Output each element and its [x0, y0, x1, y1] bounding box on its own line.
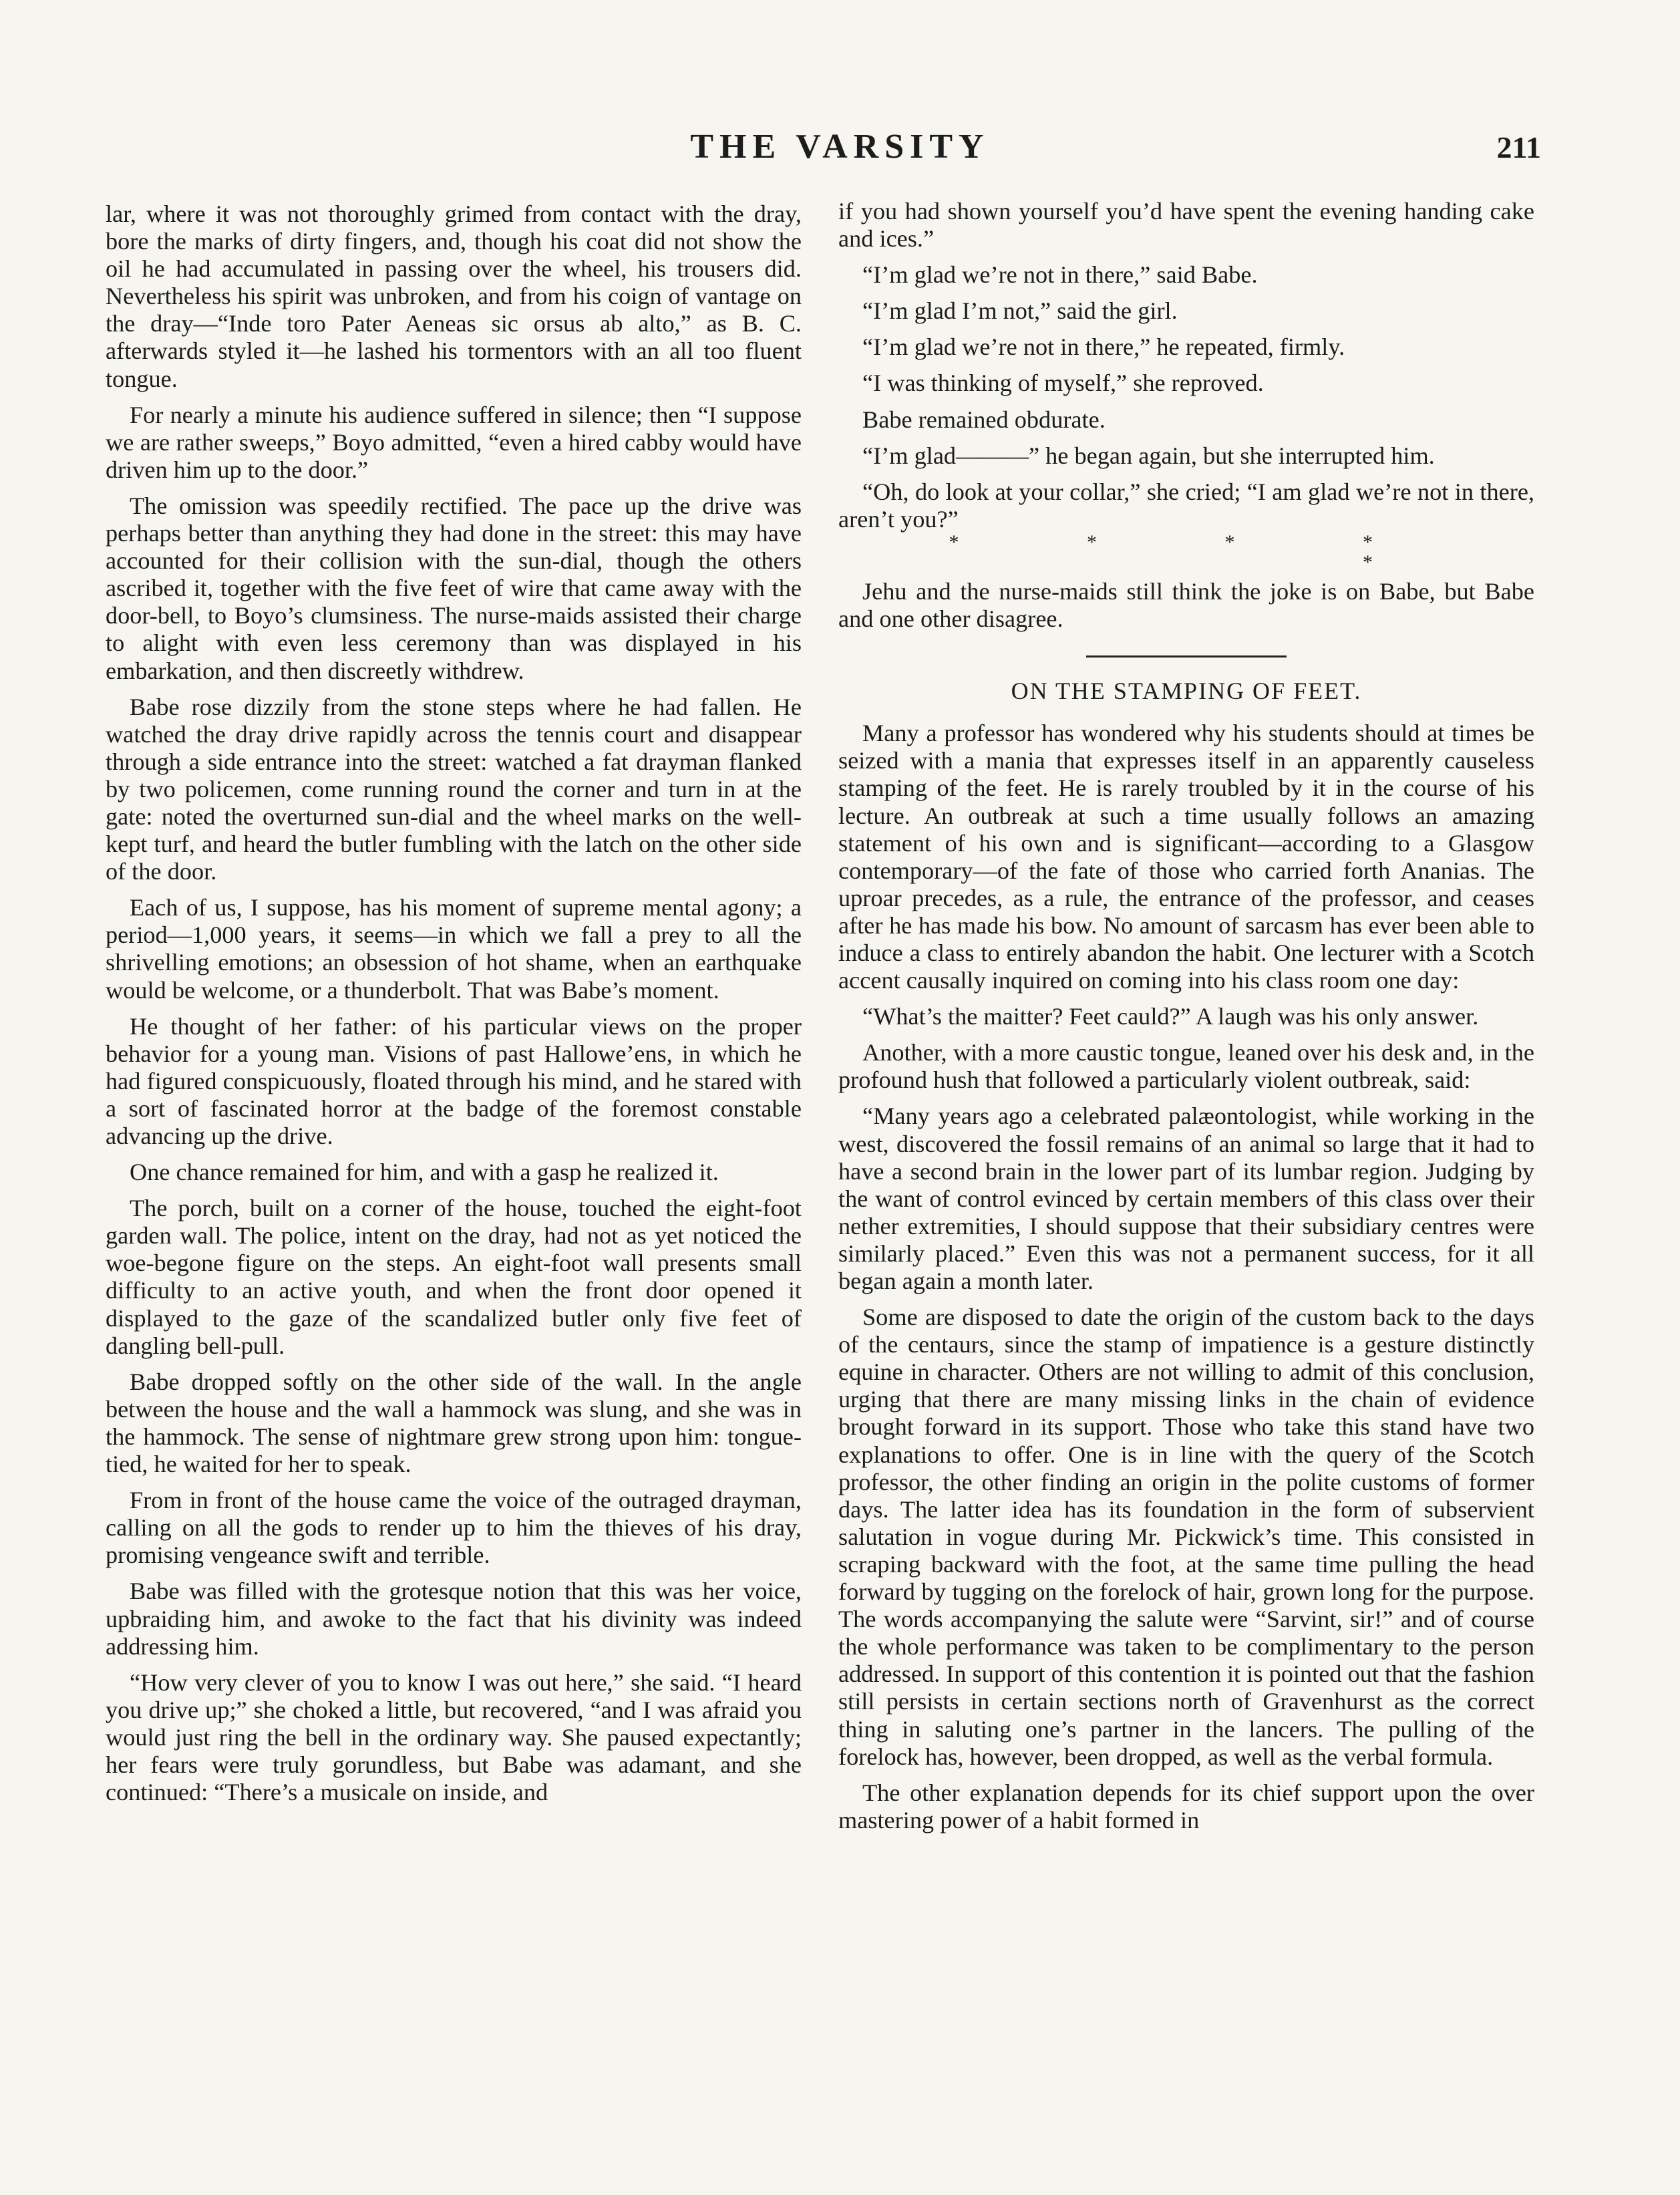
masthead: THE VARSITY — [690, 128, 990, 166]
paragraph: lar, where it was not thoroughly grimed from contact with the dray, bore the marks of dirty fingers, and, though his coat did not show the oil he had accumulated in passing over the wheel, his trousers did. Nevertheless his spirit was unbroken, and from his coign of vantage on the dray—“Inde toro Pater Aeneas sic orsus ab alto,” as B. C. afterwards styled it—he lashed his tormentors with an all too fluent tongue. — [106, 200, 802, 392]
paragraph: Another, with a more caustic tongue, leaned over his desk and, in the profound hush that followed a particularly violent outbreak, said: — [838, 1039, 1534, 1094]
paragraph: Some are disposed to date the origin of the custom back to the days of the centaurs, since the stamp of impatience is a gesture distinctly equine in character. Others are not willing to admit of this conclusion, urging that there are many missing links in the chain of evidence brought forward in its support. Those who take this stand have two explanations to offer. One is in line with the query of the Scotch professor, the other finding an origin in the polite customs of former days. The latter idea has its foundation in the form of subservient salutation in vogue during Mr. Pickwick’s time. This consisted in scraping backward with the foot, at the same time pulling the head forward by tugging on the forelock of hair, grown long for the purpose. The words accompanying the salute were “Sarvint, sir!” and of course the whole performance was taken to be complimentary to the person addressed. In support of this contention it is pointed out that the fashion still persists in certain sections north of Gravenhurst as the correct thing in saluting one’s partner in the lancers. The pulling of the forelock has, however, been dropped, as well as the verbal formula. — [838, 1304, 1534, 1770]
section-divider — [1086, 655, 1287, 657]
paragraph: He thought of her father: of his particular views on the proper behavior for a young man. Visions of past Hallowe’ens, in which he had figured conspicuously, floated through his mind, and he stared with a sort of fascinated horror at the badge of the foremost constable advancing up the drive. — [106, 1012, 802, 1149]
paragraph: “What’s the maitter? Feet cauld?” A laugh was his only answer. — [862, 1003, 1479, 1030]
section-break-stars: * * * * * — [949, 531, 1434, 573]
left-column-paragraphs — [106, 200, 802, 1806]
paragraph: Babe rose dizzily from the stone steps where he had fallen. He watched the dray drive rapidly across the tennis court and disappear through a side entrance into the street: watched a fat drayman flanked by two policemen, come running round the corner and turn in at the gate: noted the overturned sun-dial and the wheel marks on the well-kept turf, and heard the butler fumbling with the latch on the other side of the door. — [106, 693, 802, 885]
section-title: ON THE STAMPING OF FEET. — [1011, 678, 1362, 705]
paragraph: “How very clever of you to know I was out here,” she said. “I heard you drive up;” she choked a little, but recovered, “and I was afraid you would just ring the bell in the ordinary way. She paused expectantly; her fears were truly gorundless, but Babe was adamant, and she continued: “There’s a musicale on inside, and — [106, 1668, 802, 1806]
paragraph: Each of us, I suppose, has his moment of supreme mental agony; a period—1,000 years, it seems—in which we fall a prey to all the shrivelling emotions; an obsession of hot shame, when an earthquake would be welcome, or a thunderbolt. That was Babe’s moment. — [106, 894, 802, 1004]
page-number: 211 — [1496, 130, 1541, 164]
paragraph: Babe dropped softly on the other side of the wall. In the angle between the house and the wall a hammock was slung, and she was in the hammock. The sense of nightmare grew strong upon him: tongue-tied, he waited for her to speak. — [106, 1368, 802, 1478]
paragraph: The porch, built on a corner of the house, touched the eight-foot garden wall. The police, intent on the dray, had not as yet noticed the woe-begone figure on the steps. An eight-foot wall presents small difficulty to an active youth, and when the front door opened it displayed to the gaze of the scandalized butler only five feet of dangling bell-pull. — [106, 1195, 802, 1359]
paragraph: From in front of the house came the voice of the outraged drayman, calling on all the gods to render up to him the thieves of his dray, promising vengeance swift and terrible. — [106, 1487, 802, 1569]
paragraph: Jehu and the nurse-maids still think the joke is on Babe, but Babe and one other disagree. — [838, 577, 1534, 633]
running-head — [0, 127, 1680, 174]
left-column — [106, 200, 802, 1815]
paragraph: One chance remained for him, and with a gasp he realized it. — [130, 1159, 719, 1186]
paragraph: if you had shown yourself you’d have spent the evening handing cake and ices.” — [838, 198, 1534, 253]
paragraph: The omission was speedily rectified. The pace up the drive was perhaps better than anything they had done in the street: this may have accounted for their collision with the sun-dial, though the others ascribed it, together with the five feet of wire that came away with the door-bell, to Boyo’s clumsiness. The nurse-maids assisted their charge to alight with even less ceremony than was displayed in his embarkation, and then discreetly withdrew. — [106, 492, 802, 684]
story-epilogue-paragraphs — [838, 578, 1534, 633]
paragraph: “Many years ago a celebrated palæontologist, while working in the west, discovered the fossil remains of an animal so large that it had to have a second brain in the lower part of its lumbar region. Judging by the want of control evinced by certain members of this class over their nether extremities, I should suppose that their subsidiary centres were similarly placed.” Even this was not a permanent success, for it all began again a month later. — [838, 1103, 1534, 1294]
paragraph: The other explanation depends for its chief support upon the over mastering power of a habit formed in — [838, 1779, 1534, 1834]
paragraph: “I’m glad I’m not,” said the girl. — [862, 297, 1178, 325]
paragraph: Babe was filled with the grotesque notion that this was her voice, upbraiding him, and awoke to the fact that his divinity was indeed addressing him. — [106, 1578, 802, 1660]
essay-paragraphs — [838, 720, 1534, 1834]
paragraph: “I’m glad———” he began again, but she interrupted him. — [862, 442, 1435, 469]
paragraph: For nearly a minute his audience suffered in silence; then “I suppose we are rather sweeps,” Boyo admitted, “even a hired cabby would have driven him up to the door.” — [106, 401, 802, 483]
paragraph: Many a professor has wondered why his students should at times be seized with a mania that expresses itself in an apparently causeless stamping of the feet. He is rarely troubled by it in the course of his lecture. An outbreak at such a time usually follows an amazing statement of his own and is significant—according to a Glasgow contemporary—of the fate of those who carried forth Ananias. The uproar precedes, as a rule, the entrance of the professor, and ceases after he has made his bow. No amount of sarcasm has ever been able to induce a class to entirely abandon the habit. One lecturer with a Scotch accent causally inquired on coming into his class room one day: — [838, 720, 1534, 994]
paragraph: “I was thinking of myself,” she reproved. — [862, 370, 1264, 397]
paragraph: “I’m glad we’re not in there,” he repeated, firmly. — [862, 333, 1345, 361]
paragraph: “I’m glad we’re not in there,” said Babe. — [862, 261, 1258, 289]
right-column — [838, 198, 1534, 1843]
paragraph: Babe remained obdurate. — [862, 406, 1106, 433]
paragraph: “Oh, do look at your collar,” she cried; “I am glad we’re not in there, aren’t you?” — [838, 478, 1534, 533]
story-conclusion-paragraphs — [838, 198, 1534, 533]
